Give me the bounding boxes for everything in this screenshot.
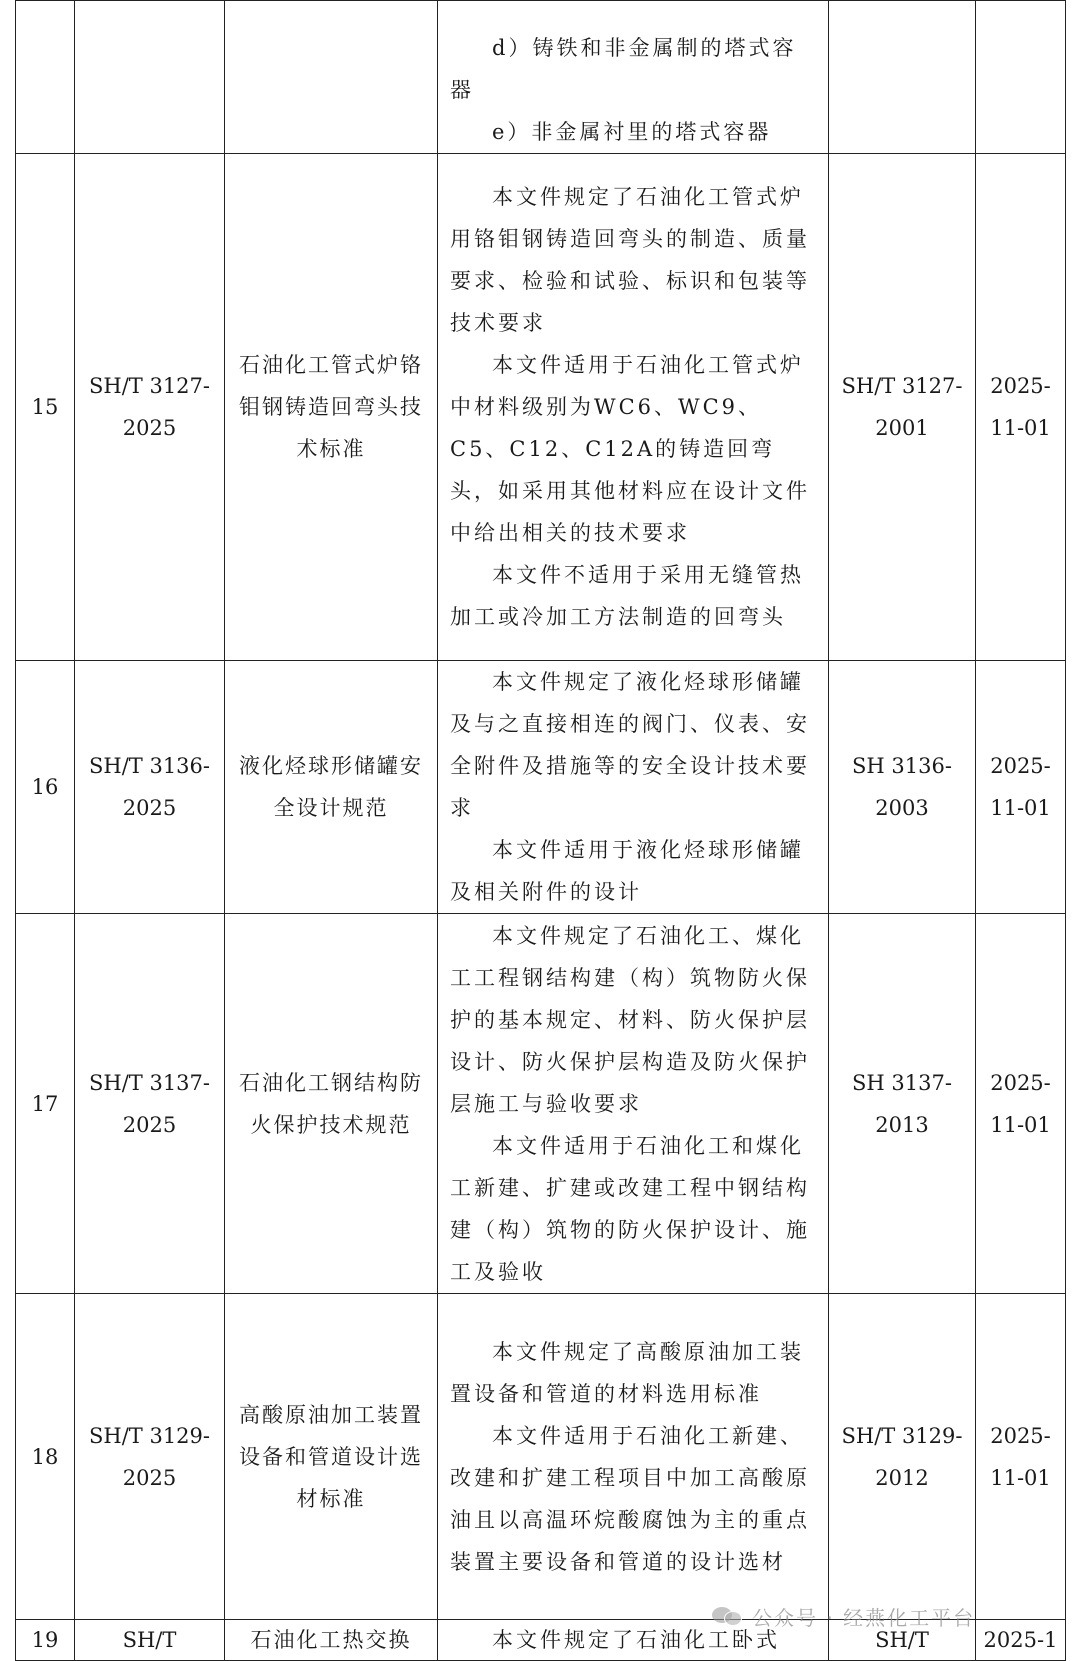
watermark-text: 公众号 · 经燕化工平台 (752, 1605, 976, 1630)
row-number-cell: 19 (16, 1620, 75, 1661)
effective-date-cell: 2025-1 (976, 1620, 1066, 1661)
content-paragraph: 本文件适用于石油化工和煤化工新建、扩建或改建工程中钢结构建（构）筑物的防火保护设计、施工及验收 (450, 1133, 810, 1284)
content-cell (438, 154, 829, 661)
content-paragraph: 本文件适用于石油化工管式炉中材料级别为WC6、WC9、C5、C12、C12A的铸造回弯头，如采用其他材料应在设计文件中给出相关的技术要求 (450, 353, 810, 545)
standard-name-cell: 高酸原油加工装置设备和管道设计选材标准 (225, 1294, 438, 1620)
replaced-standard-cell (829, 1, 976, 154)
wechat-logo-icon (712, 1605, 742, 1627)
table-row (16, 1294, 1066, 1620)
standard-code-cell: SH/T 3136-2025 (75, 661, 225, 914)
content-paragraph: d）铸铁和非金属制的塔式容器 (450, 36, 797, 102)
row-number-cell: 16 (16, 661, 75, 914)
content-paragraph: 本文件适用于液化烃球形储罐及相关附件的设计 (450, 838, 804, 904)
standard-name-cell: 石油化工管式炉铬钼钢铸造回弯头技术标准 (225, 154, 438, 661)
standards-table (15, 0, 1066, 1661)
effective-date-cell: 2025-11-01 (976, 914, 1066, 1294)
content-paragraph: 本文件不适用于采用无缝管热加工或冷加工方法制造的回弯头 (450, 563, 804, 629)
effective-date-cell: 2025-11-01 (976, 154, 1066, 661)
row-number-cell: 15 (16, 154, 75, 661)
content-paragraph: 本文件规定了石油化工、煤化工工程钢结构建（构）筑物防火保护的基本规定、材料、防火保护层设计、防火保护层构造及防火保护层施工与验收要求 (450, 923, 810, 1116)
row-number-cell: 18 (16, 1294, 75, 1620)
standard-code-cell: SH/T 3137-2025 (75, 914, 225, 1294)
replaced-standard-cell: SH 3136-2003 (829, 661, 976, 914)
content-cell (438, 914, 829, 1294)
table-row (16, 1, 1066, 154)
standard-code-cell (75, 1, 225, 154)
replaced-standard-cell: SH/T 3129-2012 (829, 1294, 976, 1620)
table-row (16, 661, 1066, 914)
standard-code-cell: SH/T 3129-2025 (75, 1294, 225, 1620)
standard-code-cell: SH/T 3127-2025 (75, 154, 225, 661)
content-cell (438, 661, 829, 914)
content-paragraph: 本文件规定了高酸原油加工装置设备和管道的材料选用标准 (450, 1339, 804, 1406)
content-cell (438, 1294, 829, 1620)
effective-date-cell: 2025-11-01 (976, 661, 1066, 914)
effective-date-cell: 2025-11-01 (976, 1294, 1066, 1620)
content-paragraph: 本文件规定了液化烃球形储罐及与之直接相连的阀门、仪表、安全附件及措施等的安全设计技术要求 (450, 670, 810, 820)
standard-code-cell: SH/T (75, 1620, 225, 1661)
effective-date-cell (976, 1, 1066, 154)
standard-name-cell: 液化烃球形储罐安全设计规范 (225, 661, 438, 914)
replaced-standard-cell: SH 3137-2013 (829, 914, 976, 1294)
content-paragraph: 本文件适用于石油化工新建、改建和扩建工程项目中加工高酸原油且以高温环烷酸腐蚀为主的重点装置主要设备和管道的设计选材 (450, 1423, 810, 1574)
replaced-standard-cell: SH/T (829, 1620, 976, 1661)
table-row (16, 914, 1066, 1294)
table-row (16, 154, 1066, 661)
content-cell (438, 1, 829, 154)
content-paragraph: e）非金属衬里的塔式容器 (492, 120, 772, 144)
standard-name-cell (225, 1, 438, 154)
content-paragraph: 本文件规定了石油化工管式炉用铬钼钢铸造回弯头的制造、质量要求、检验和试验、标识和包装等技术要求 (450, 185, 810, 335)
standard-name-cell: 石油化工热交换 (225, 1620, 438, 1661)
replaced-standard-cell: SH/T 3127-2001 (829, 154, 976, 661)
content-paragraph: 本文件规定了石油化工卧式 (492, 1628, 780, 1652)
standard-name-cell: 石油化工钢结构防火保护技术规范 (225, 914, 438, 1294)
watermark (712, 1598, 975, 1634)
row-number-cell (16, 1, 75, 154)
row-number-cell: 17 (16, 914, 75, 1294)
